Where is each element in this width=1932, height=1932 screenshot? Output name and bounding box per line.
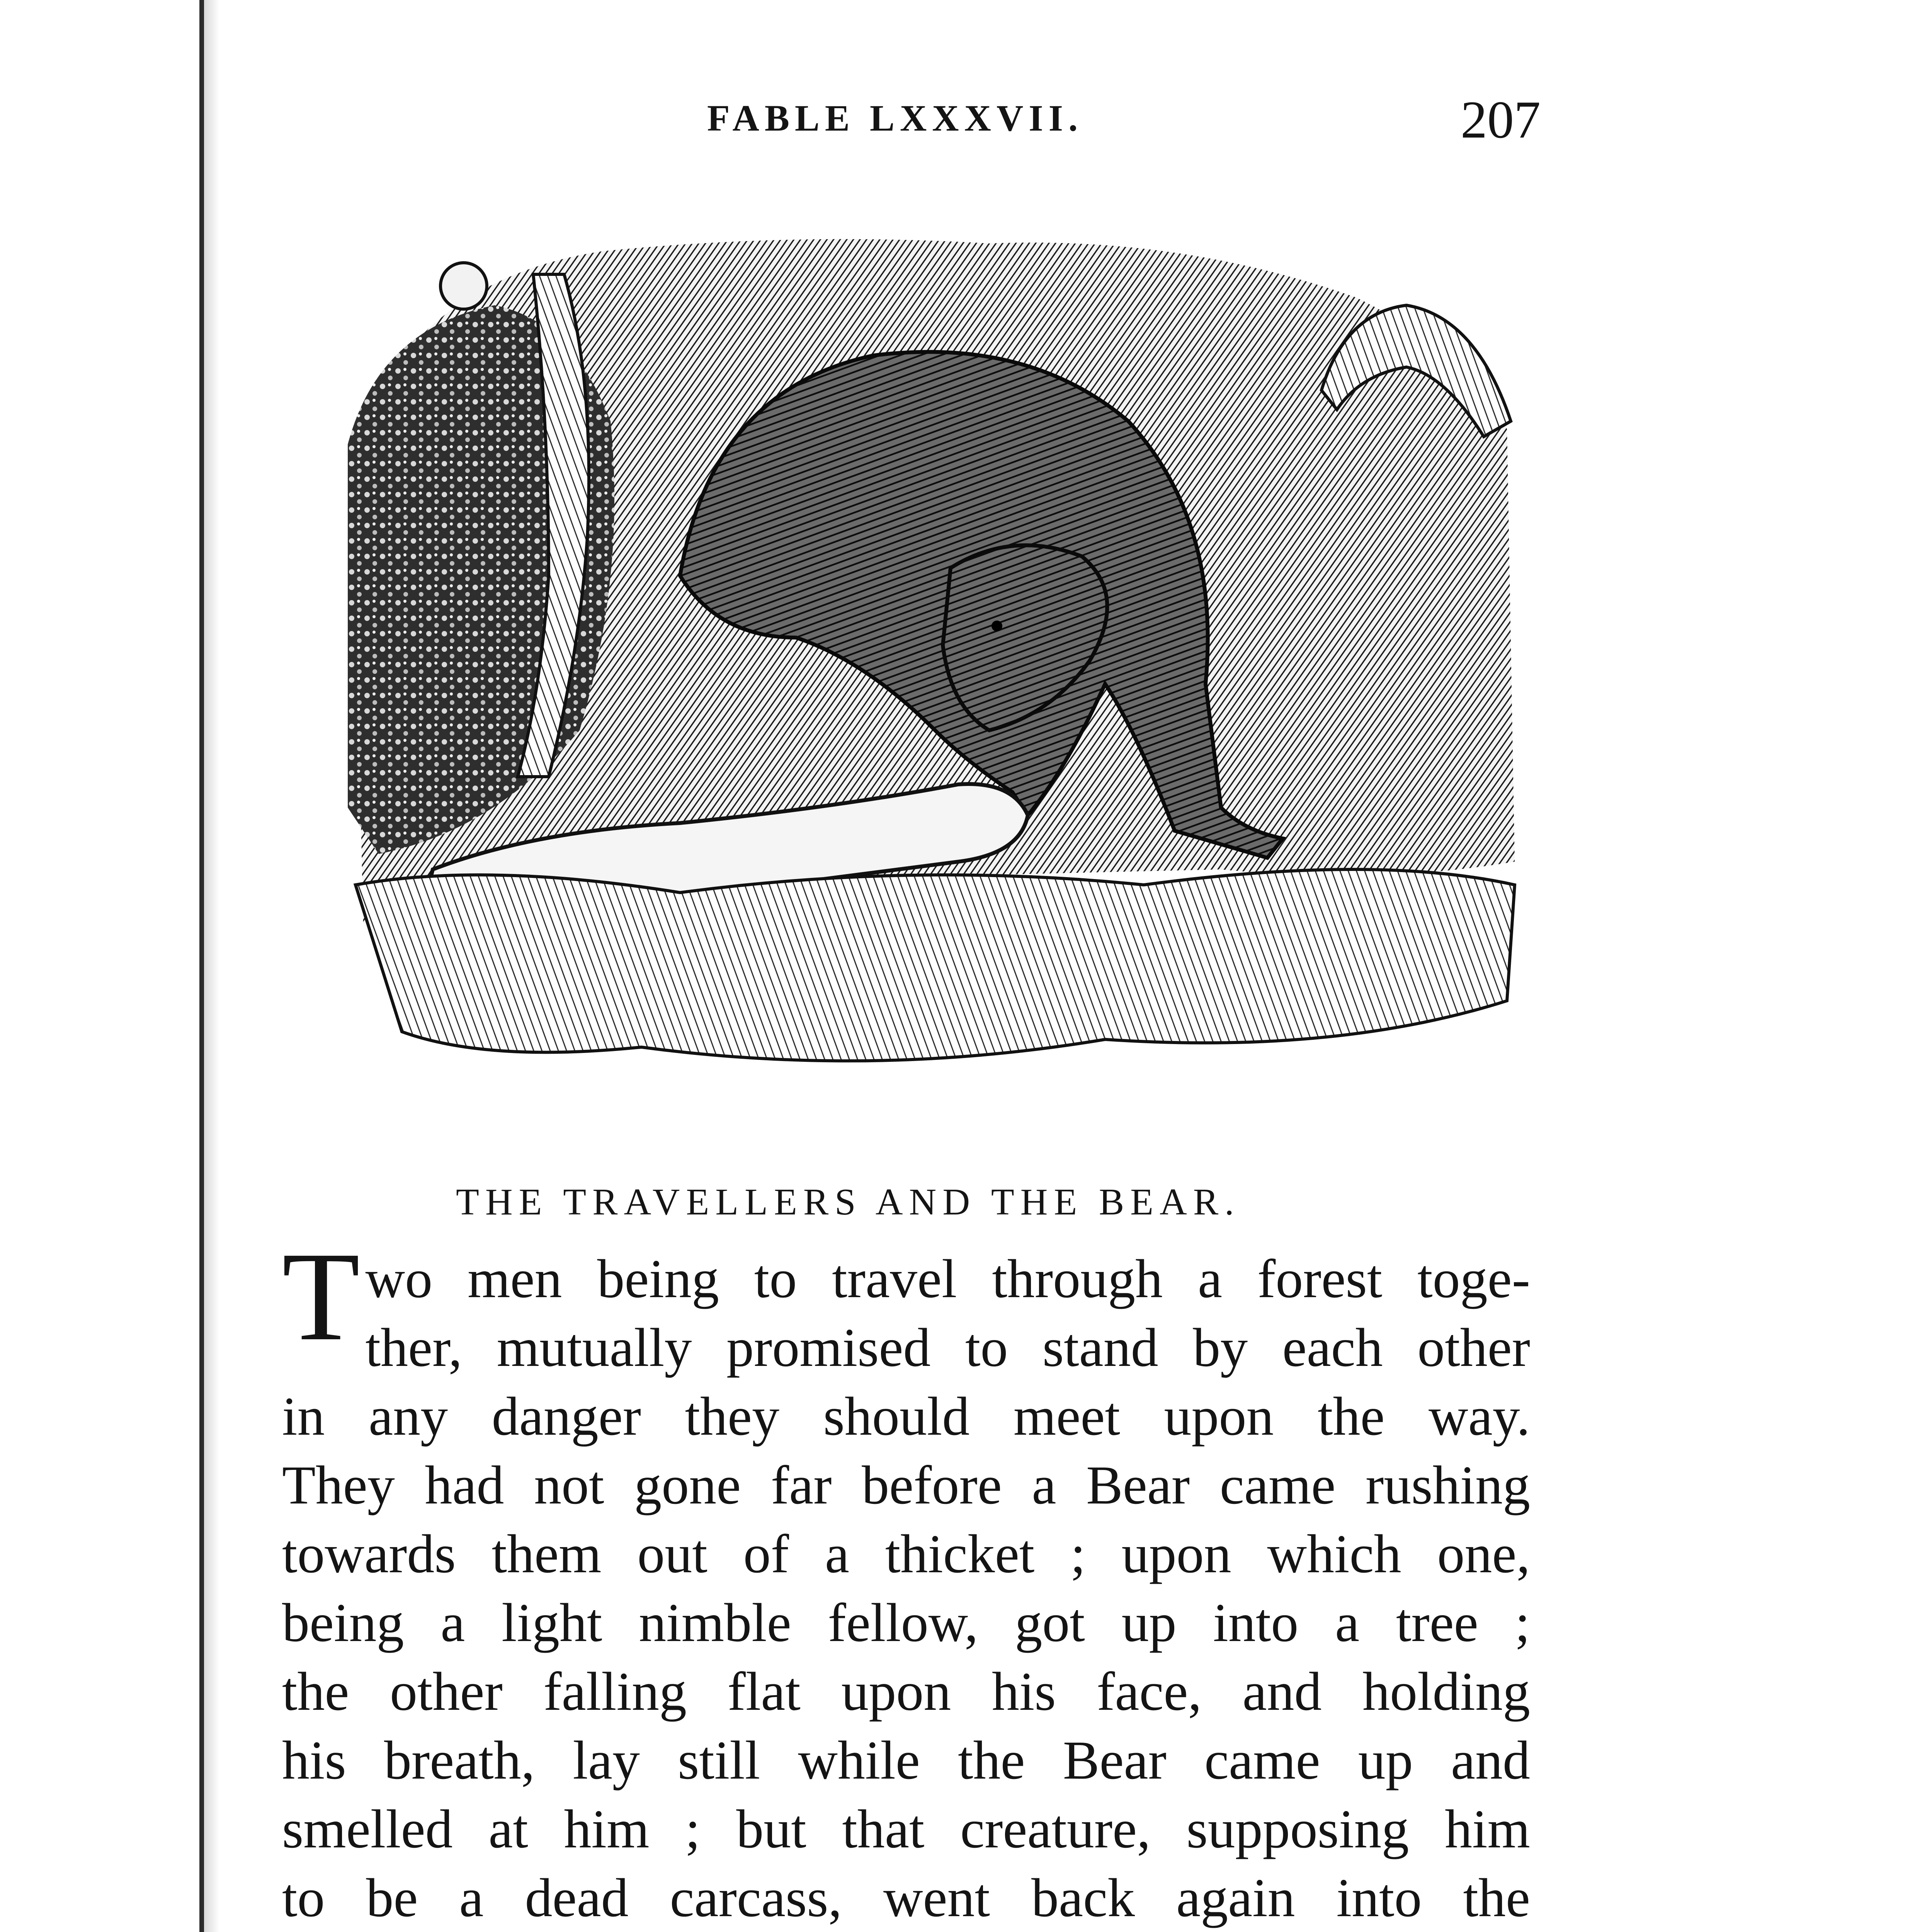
drop-cap: T (282, 1226, 360, 1367)
body-line: being a light nimble fellow, got up into a tree ; (282, 1592, 1530, 1653)
body-line: They had not gone far before a Bear came rushing (282, 1454, 1530, 1515)
engraving-svg (332, 228, 1530, 1094)
first-line-text: wo men being to travel through a forest toge- (365, 1248, 1530, 1309)
fable-body-text (282, 1226, 1530, 1932)
ground (355, 869, 1515, 1061)
bear-engraving-icon (332, 228, 1530, 1094)
body-line: his breath, lay still while the Bear came up and (282, 1730, 1530, 1791)
body-line: to be a dead carcass, went back again into the (282, 1867, 1530, 1928)
page-gutter-shadow (204, 0, 219, 1932)
running-header-title: FABLE LXXXVII. (707, 97, 1083, 139)
page-gutter-line (199, 0, 204, 1932)
body-line: towards them out of a thicket ; upon which one, (282, 1523, 1530, 1584)
body-line: ther, mutually promised to stand by each other (365, 1317, 1530, 1378)
body-line: the other falling flat upon his face, and holding (282, 1661, 1530, 1722)
body-line: smelled at him ; but that creature, supposing him (282, 1798, 1530, 1859)
body-line-1 (282, 1244, 1530, 1313)
bear-eye (992, 621, 1002, 631)
fable-title: THE TRAVELLERS AND THE BEAR. (456, 1181, 1240, 1223)
traveller-in-tree (440, 263, 487, 309)
body-line: in any danger they should meet upon the way. (282, 1386, 1530, 1447)
page-number: 207 (1461, 90, 1541, 149)
